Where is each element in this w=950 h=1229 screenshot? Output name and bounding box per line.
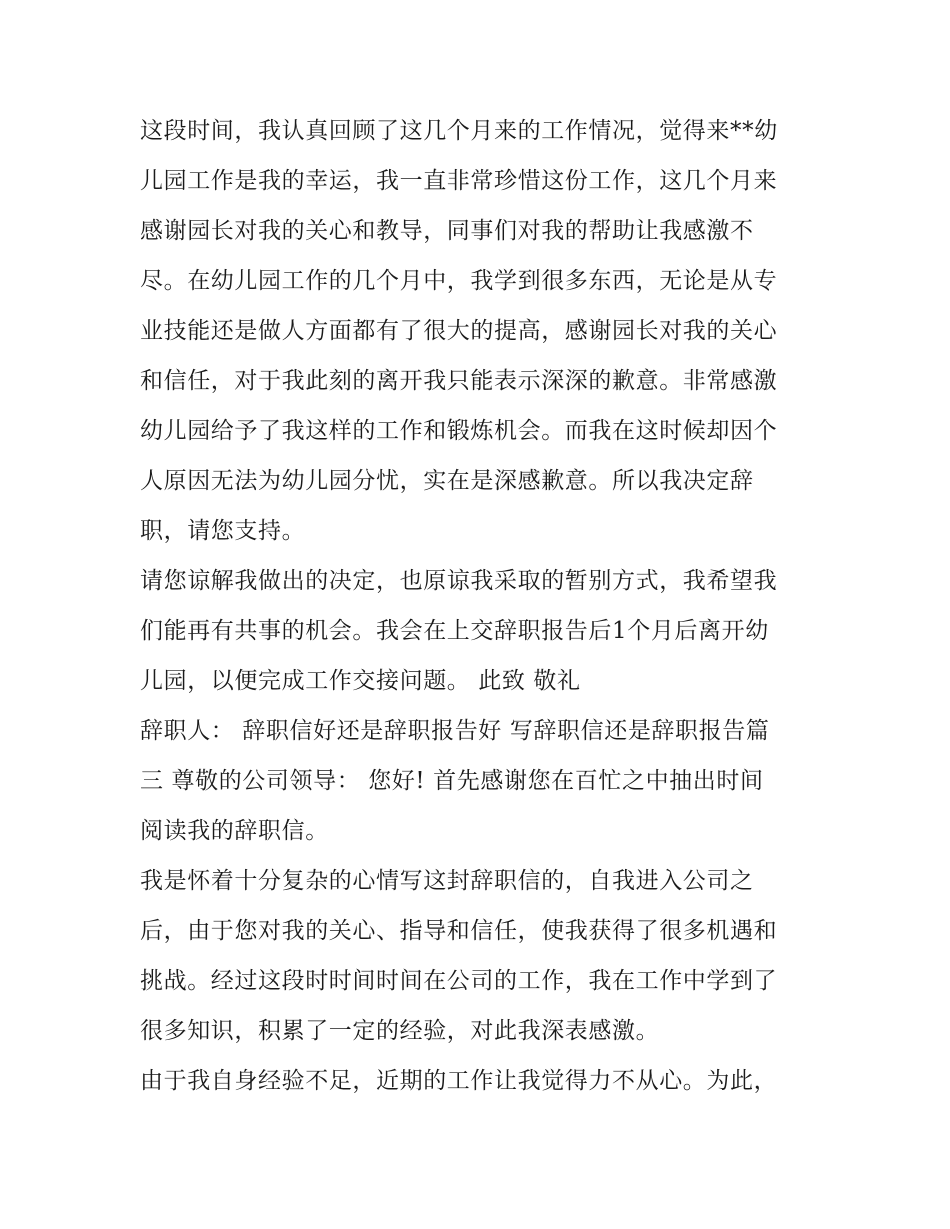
text-line: 们能再有共事的机会。我会在上交辞职报告后1个月后离开幼 xyxy=(140,618,769,644)
text-line: 这段时间，我认真回顾了这几个月来的工作情况，觉得来**幼 xyxy=(140,118,778,144)
text-line: 尽。在幼儿园工作的几个月中，我学到很多东西，无论是从专 xyxy=(140,268,778,294)
text-line: 后，由于您对我的关心、指导和信任，使我获得了很多机遇和 xyxy=(140,918,778,944)
text-line: 由于我自身经验不足，近期的工作让我觉得力不从心。为此， xyxy=(140,1068,778,1094)
text-line: 三 尊敬的公司领导： 您好! 首先感谢您在百忙之中抽出时间 xyxy=(140,768,764,794)
text-line: 感谢园长对我的关心和教导，同事们对我的帮助让我感激不 xyxy=(140,218,754,244)
text-line: 挑战。经过这段时时间时间在公司的工作，我在工作中学到了 xyxy=(140,968,778,994)
document-body xyxy=(140,106,820,1106)
text-line: 请您谅解我做出的决定，也原谅我采取的暂别方式，我希望我 xyxy=(140,568,778,594)
text-line: 儿园，以便完成工作交接问题。 此致 敬礼 xyxy=(140,668,581,694)
text-line: 人原因无法为幼儿园分忧，实在是深感歉意。所以我决定辞 xyxy=(140,468,754,494)
text-line: 业技能还是做人方面都有了很大的提高，感谢园长对我的关心 xyxy=(140,318,778,344)
text-line: 和信任，对于我此刻的离开我只能表示深深的歉意。非常感激 xyxy=(140,368,778,394)
text-line: 我是怀着十分复杂的心情写这封辞职信的，自我进入公司之 xyxy=(140,868,754,894)
text-line: 幼儿园给予了我这样的工作和锻炼机会。而我在这时候却因个 xyxy=(140,418,778,444)
text-line: 职，请您支持。 xyxy=(140,518,306,544)
text-line: 辞职人： 辞职信好还是辞职报告好 写辞职信还是辞职报告篇 xyxy=(140,718,770,744)
text-line: 阅读我的辞职信。 xyxy=(140,818,329,844)
text-line: 很多知识，积累了一定的经验，对此我深表感激。 xyxy=(140,1018,660,1044)
text-line: 儿园工作是我的幸运，我一直非常珍惜这份工作，这几个月来 xyxy=(140,168,778,194)
